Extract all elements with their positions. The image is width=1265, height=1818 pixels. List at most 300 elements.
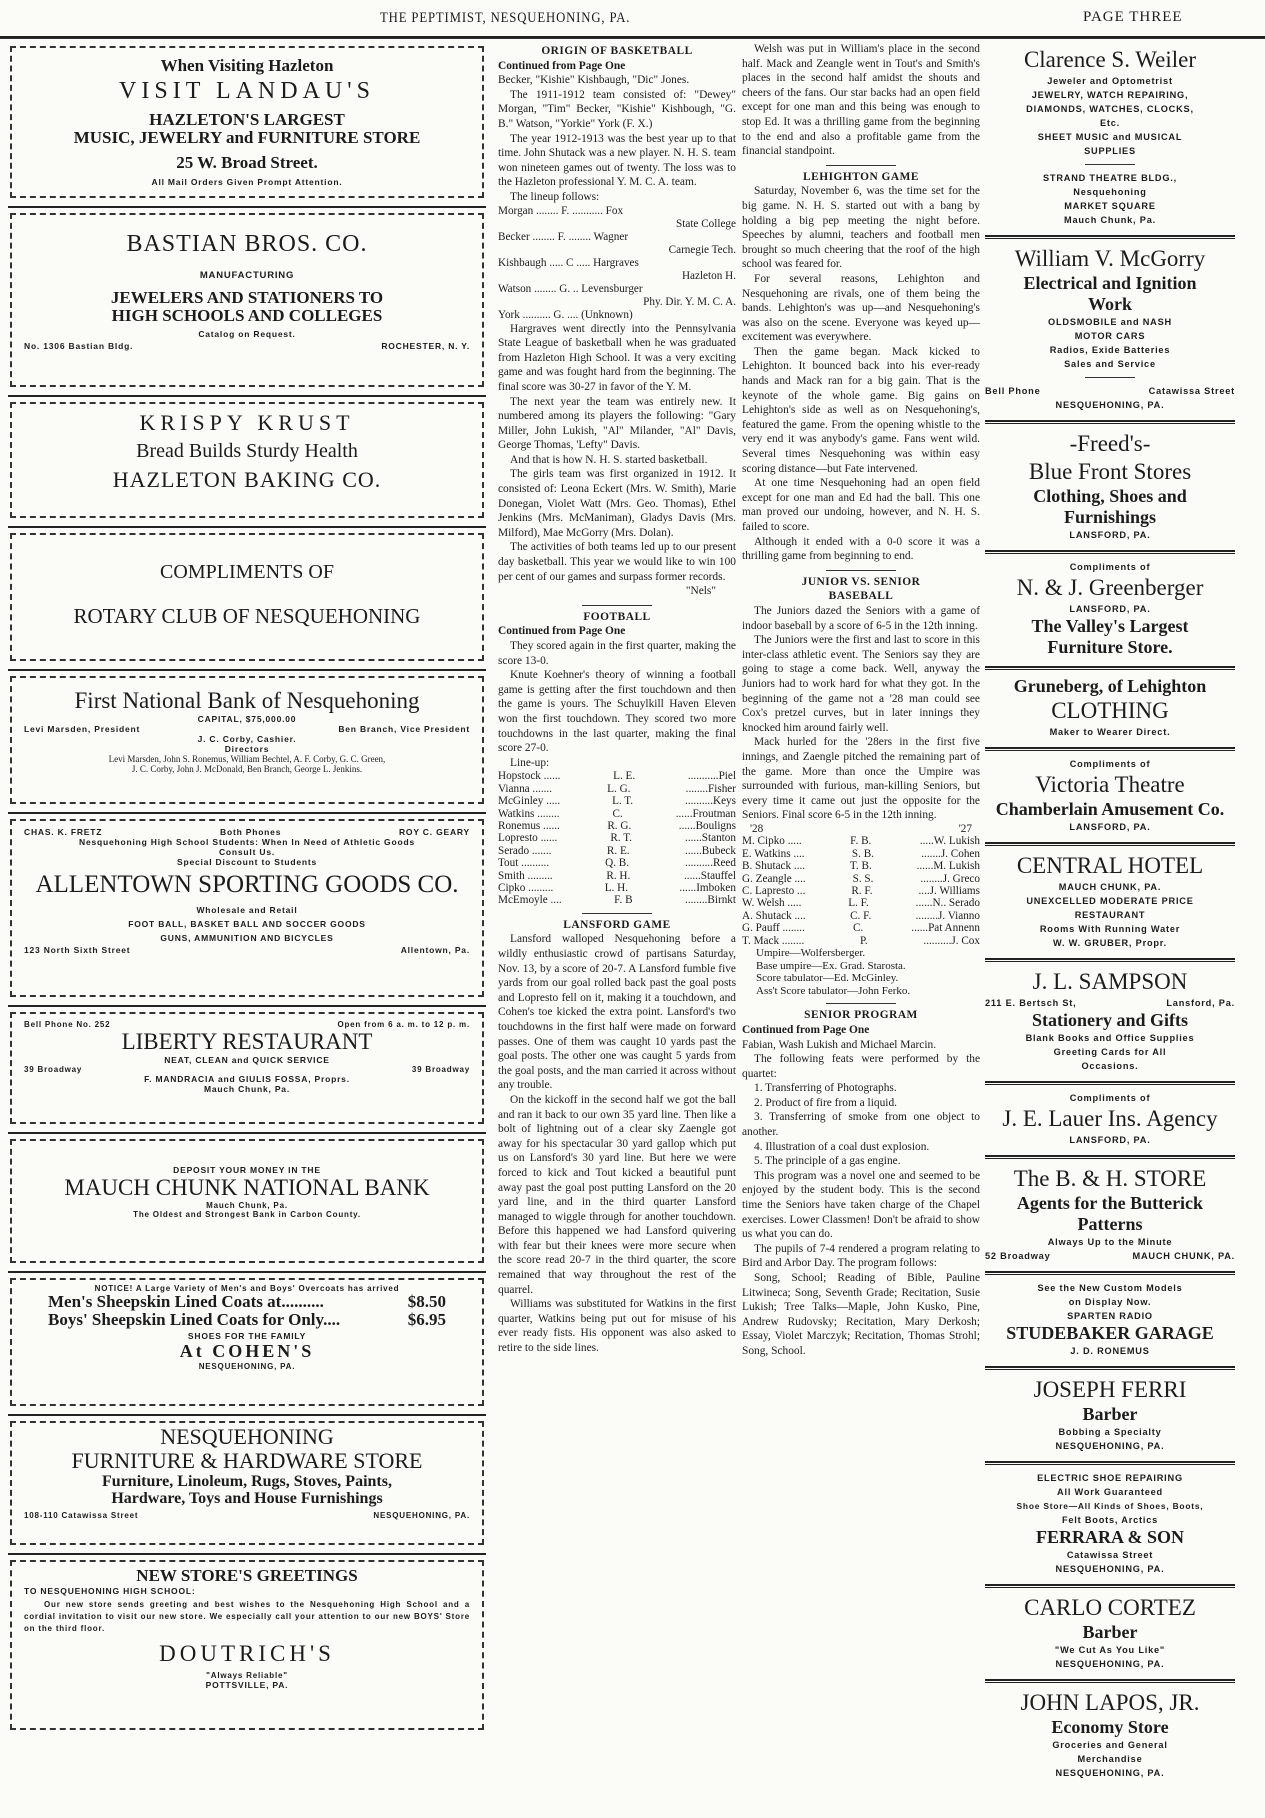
baseball-lineup [742,835,980,947]
paragraph: On the kickoff in the second half we got the ball and ran it back to our own 35 yard line. Then like a bolt of lightning out of a clear sky Zaengle got away for his spectacular 30 yard gallop which put us on Lansford's 30 yard line. But here we were forced to kick and Tout kicked a beautiful punt away past the goal post putting Lansford on the 20 yard line, and in the third quarter Lansford managed to wiggle through for another touchdown. Before this happened we had Lansford quivering with fear but their knees were more secure when the score read 20-7 in the third quarter, the score remained that way throughout the rest of the quarrel. [498,1093,736,1296]
ad-bh-store [985,1161,1235,1269]
official: Umpire—Wolfersberger. [756,946,866,959]
continued-note: Continued from Page One [498,625,626,638]
ad-phone: Both Phones [220,827,282,837]
article-heading: LEHIGHTON GAME [803,170,919,183]
ad-line: Mauch Chunk, Pa. [1064,215,1156,225]
ad-headline: Blue Front Stores [1028,459,1192,484]
paragraph: This program was a novel one and seemed to be enjoyed by the student body. This is the second time the Seniors have taken charge of the Chapel exercises. Lower Classmen! Don't be afraid to show us what you can do. [742,1169,980,1241]
lineup-school: Phy. Dir. Y. M. C. A. [643,295,736,308]
ad-lapos [985,1685,1235,1786]
team-label: '28 [750,822,764,835]
paragraph: The Juniors were the first and last to score in this inter-class athletic event. The Seniors say they are going to stage a come back. Well, anyway the Juniors had to work hard for what they got. In the beginning of the game not a '28 man could see Cox's pretzel curves, but in later innings they knocked him around fairly well. [742,634,980,734]
player: ..........J. Cox [923,934,980,947]
ad-line: Directors [224,744,270,754]
ad-line: Wholesale and Retail [196,905,298,915]
ad-line: Clothing, Shoes and [1033,486,1187,506]
ad-line: SUPPLIES [1084,146,1136,156]
position: F. B. [850,835,872,848]
lineup-row: Kishbaugh ..... C ..... Hargraves [498,256,639,269]
continued-note: Continued from Page One [498,59,626,72]
position: T. B. [849,860,872,873]
signature: "Nels" [685,585,716,598]
ad-line: J. D. RONEMUS [1070,1346,1150,1356]
player: A. Shutack .... [742,909,806,922]
ad-line: DIAMONDS, WATCHES, CLOCKS, [1026,104,1194,114]
football-lineup [498,770,736,906]
ad-city: NESQUEHONING, PA. [1055,1564,1165,1574]
masthead [0,0,1265,38]
position: L. G. [607,782,631,795]
ad-line: NESQUEHONING, PA. [198,1362,296,1371]
ad-headline: The B. & H. STORE [1013,1166,1207,1191]
list-item: 5. The principle of a gas engine. [754,1155,901,1168]
ad-line: Nesquehoning [1073,187,1147,197]
ad-line: CAPITAL, $75,000.00 [197,714,297,724]
paragraph: For several reasons, Lehighton and Nesquehoning are rivals, one of them being the bands. Lehighton's was up—and Nesquehoning's was also on the scene. Everyone was keyed up—excitement was everywhere. [742,272,980,344]
divider [985,1679,1235,1683]
ad-slogan: "We Cut As You Like" [1054,1645,1166,1655]
ad-line: Hardware, Toys and House Furnishings [111,1490,383,1507]
ad-line: SHOES FOR THE FAMILY [187,1331,307,1341]
paragraph: They scored again in the first quarter, making the score 13-0. [498,640,736,667]
player: ......M. Lukish [916,860,980,873]
ad-headline: ROTARY CLUB OF NESQUEHONING [73,604,421,628]
paragraph: Welsh was put in William's place in the second half. Mack and Zeangle went in Tout's and Smith's places in the second half amidst the shouts and cheers of the fans. Our star backs had an open field except for one man and this being was enough to stop Ed. It was a thrilling game from the beginning to the end and also a profitable game from the financial standpoint. [742,43,980,158]
player: C. Lapresto ... [742,884,806,897]
ad-line: RESTAURANT [1074,910,1146,920]
player: ..........Reed [685,857,736,870]
ad-line: F. MANDRACIA and GIULIS FOSSA, Proprs. [144,1074,350,1084]
official: Base umpire—Ex. Grad. Starosta. [756,959,906,972]
lineup-row [498,832,736,844]
player: E. Watkins .... [742,847,805,860]
ad-hours: Open from 6 a. m. to 12 p. m. [337,1020,470,1029]
player: ........Fisher [685,782,736,795]
divider [8,1132,486,1135]
position: L. F. [848,897,869,910]
ad-address: 39 Broadway [24,1065,83,1074]
ad-line: Sales and Service [1064,359,1156,369]
ad-line: Mauch Chunk, Pa. [206,1201,288,1210]
ad-line: JEWELERS AND STATIONERS TO [110,288,384,307]
player: ......N.. Serado [915,897,980,910]
lineup-school: Carnegie Tech. [668,243,736,256]
ad-person: ROY C. GEARY [398,827,470,837]
divider [985,1461,1235,1465]
paragraph: Saturday, November 6, was the time set for the big game. N. H. S. started out with a bang by holding a big pep meeting the night before. Speeches by alumni, teachers and football men brought so much cheering that the roof of the high school was feared for. [742,185,980,271]
player: T. Mack ........ [742,934,805,947]
ad-phone: Bell Phone No. 252 [24,1020,111,1029]
ad-directors: Levi Marsden, John S. Ronemus, William Bechtel, A. F. Corby, G. C. Green, [108,754,386,764]
divider [985,1366,1235,1370]
divider [985,958,1235,962]
ad-body: Our new store sends greeting and best wishes to the Nesquehoning High School and a cordial invitation to visit our new store. We especially call your attention to our new BOYS' Store on the third floor. [24,1600,470,1633]
ad-line: All Work Guaranteed [1057,1487,1163,1497]
ad-city: Allentown, Pa. [400,945,470,955]
ad-headline: KRISPY KRUST [139,410,355,435]
ad-headline: DOUTRICH'S [159,1641,335,1666]
official: Score tabulator—Ed. McGinley. [756,972,899,985]
ad-address: Catawissa Street [1148,386,1235,396]
ad-sampson [985,964,1235,1079]
ad-line: Special Discount to Students [177,857,317,867]
ad-line: HAZLETON BAKING CO. [112,467,382,492]
divider [8,206,486,209]
ad-ferri [985,1372,1235,1459]
ad-headline: FERRARA & SON [1035,1527,1184,1547]
ad-line: Patterns [1077,1214,1143,1234]
position: R. F. [851,884,873,897]
ad-headline: First National Bank of Nesquehoning [74,688,420,713]
ad-line: Furniture Store. [1047,637,1173,657]
ad-line: Occasions. [1081,1061,1139,1071]
lineup-row [742,885,980,897]
divider [985,1271,1235,1275]
ad-headline: FURNITURE & HARDWARE STORE [71,1448,423,1473]
ad-line: SHEET MUSIC and MUSICAL [1037,132,1183,142]
ad-central-hotel [985,848,1235,956]
ad-line: Stationery and Gifts [1031,1010,1188,1030]
ad-line: Rooms With Running Water [1039,924,1181,934]
lineup-row [498,783,736,795]
position: C. [852,922,864,935]
ad-line: NEAT, CLEAN and QUICK SERVICE [164,1055,330,1065]
ad-victoria-theatre [985,753,1235,840]
lineup-row [498,795,736,807]
official: Ass't Score tabulator—John Ferko. [756,984,911,997]
ad-headline: NEW STORE'S GREETINGS [136,1566,358,1585]
article-heading: SENIOR PROGRAM [804,1009,918,1022]
divider [8,1271,486,1274]
ad-weiler [985,42,1235,233]
ad-address: 39 Broadway [411,1065,470,1074]
ad-cohens [10,1278,484,1406]
ad-headline: MAUCH CHUNK NATIONAL BANK [64,1175,430,1200]
ad-line: MUSIC, JEWELRY and FURNITURE STORE [73,128,421,147]
ad-headline: William V. McGorry [1014,246,1206,271]
player: Ronemus ...... [498,819,560,832]
ad-line: Work [1087,294,1132,314]
ad-headline: Victoria Theatre [1035,772,1185,797]
ad-officer: J. C. Corby, Cashier. [197,734,297,744]
ad-city: POTTSVILLE, PA. [205,1680,289,1690]
ad-line: W. W. GRUBER, Propr. [1052,938,1167,948]
ad-headline: NESQUEHONING [160,1424,334,1449]
ad-address: 211 E. Bertsch St, [985,998,1077,1008]
ad-slogan: "Always Reliable" [206,1671,288,1680]
paragraph: The pupils of 7-4 rendered a program relating to Bird and Arbor Day. The program follows: [742,1242,980,1270]
paragraph: Knute Koehner's theory of winning a football game is getting after the first touchdown and then the game is yours. The Schuylkill Haven Eleven won the first touchdown. They scored two more touchdowns in the last quarter, making the final score 27-0. [498,669,736,755]
list-item: 3. Transferring of smoke from one object to another. [742,1111,980,1139]
ad-mcgorry [985,241,1235,418]
ad-line: Agents for the Butterick [1016,1193,1204,1213]
continued-note: Continued from Page One [742,1023,870,1036]
ad-city: NESQUEHONING, PA. [1055,1659,1165,1669]
ad-city: LANSFORD, PA. [1069,604,1151,614]
ad-city: LANSFORD, PA. [1069,822,1151,832]
ad-headline: At COHEN'S [179,1341,315,1361]
player: ........J. Greco [920,872,980,885]
ad-city: NESQUEHONING, PA. [1055,1441,1165,1451]
lineup-row: Becker ........ F. ........ Wagner [498,230,629,243]
paragraph: The 1911-1912 team consisted of: "Dewey" Morgan, "Tim" Becker, "Kishie" Kishbough, "G. B." Watson, "Yorkie" York (F. X.) [498,88,736,130]
ad-line: JEWELRY, WATCH REPAIRING, [1031,90,1189,100]
player: Vianna ....... [498,782,553,795]
player: McGinley ..... [498,795,561,808]
ad-item: Boys' Sheepskin Lined Coats for Only.... [48,1310,341,1329]
ad-headline: JOHN LAPOS, JR. [1020,1690,1200,1715]
player: ...........Piel [687,770,736,783]
lineup-row: Morgan ........ F. ........... Fox [498,204,624,217]
player: M. Cipko ..... [742,835,802,848]
lineup-row [498,870,736,882]
position: S. S. [852,872,874,885]
position: L. H. [604,882,629,894]
position: L. T. [612,795,634,808]
masthead-rule [0,36,1265,39]
ad-first-national-bank [10,676,484,804]
ad-headline: STUDEBAKER GARAGE [1006,1323,1214,1343]
lineup-row [742,873,980,885]
ad-line: Nesquehoning High School Students: When In Need of Athletic Goods [79,837,415,847]
ad-line: Consult Us. [218,847,276,857]
ad-officer: Ben Branch, Vice President [338,724,470,734]
player: ......Bubeck [685,844,736,857]
ad-directors: J. C. Corby, John J. McDonald, Ben Branch, George L. Jenkins. [131,764,363,774]
paragraph: Fabian, Wash Lukish and Michael Marcin. [742,1038,937,1051]
player: G. Pauff ........ [742,922,805,935]
ad-line: Catalog on Request. [198,329,296,339]
lineup-row: York .......... G. .... (Unknown) [498,308,633,321]
ad-doutrichs [10,1560,484,1730]
player: ........Birnkt [685,894,736,907]
paragraph: The lineup follows: [510,190,600,203]
ad-city: Lansford, Pa. [1166,998,1235,1008]
ad-headline: J. L. SAMPSON [1032,969,1188,994]
position: R. G. [607,819,632,832]
ad-city: LANSFORD, PA. [1069,1135,1151,1145]
position: C. [612,807,623,820]
ad-note: All Mail Orders Given Prompt Attention. [151,177,343,187]
left-ads-column [8,42,486,1738]
ad-line: MARKET SQUARE [1064,201,1156,211]
ad-headline: Gruneberg, of Lehighton [1013,676,1207,696]
article-heading: JUNIOR VS. SENIOR [801,575,921,588]
ad-studebaker [985,1277,1235,1364]
ad-line: Etc. [1099,118,1121,128]
basketball-lineup [498,205,736,322]
player: .....W. Lukish [919,835,980,848]
ad-address: No. 1306 Bastian Bldg. [24,341,134,351]
ad-city: ROCHESTER, N. Y. [381,341,470,351]
ad-city: NESQUEHONING, PA. [373,1511,470,1520]
player: W. Welsh ..... [742,897,802,910]
ad-line: The Oldest and Strongest Bank in Carbon County. [133,1210,361,1219]
ad-line: Always Up to the Minute [1047,1237,1173,1247]
ad-line: UNEXCELLED MODERATE PRICE [1026,896,1194,906]
ad-allentown-sporting [10,819,484,997]
ad-line: OLDSMOBILE and NASH [1048,317,1172,327]
ad-ferrara [985,1467,1235,1582]
ad-line: HAZLETON'S LARGEST [149,110,345,129]
lineup-school: State College [676,217,736,230]
lineup-school: Hazleton H. [681,269,736,282]
paragraph: Then the game began. Mack kicked to Lehighton. It bounced back into his ever-ready hands and Mack ran for a big gain. That is the keynote of the whole game. Big gains on Lehighton's side as well as on Nesquehoning's, featured the game. From the opening whistle to the very end it was anybody's game. Fans went wild. Several times Nesquehoning was within easy scoring distance—but Fate intervened. [742,345,980,475]
player: ........J. Vianno [915,909,980,922]
position: R. T. [610,832,633,845]
ad-line: Electrical and Ignition [1023,273,1197,293]
ad-address: 25 W. Broad Street. [176,153,318,172]
page-number: PAGE THREE [1083,9,1183,25]
divider [985,235,1235,239]
ad-city: MAUCH CHUNK, PA. [1058,882,1162,892]
ad-line: STRAND THEATRE BLDG., [1042,173,1178,183]
ad-gruneberg [985,672,1235,745]
newspaper-title: THE PEPTIMIST, NESQUEHONING, PA. [380,10,631,26]
player: ......Froutman [675,807,736,820]
lineup-row [742,910,980,922]
divider [8,395,486,398]
ad-person: CHAS. K. FRETZ [24,827,103,837]
player: ......Stauffel [683,869,736,882]
position: R. E. [606,844,630,857]
player: Watkins ........ [498,807,560,820]
lineup-row [742,922,980,934]
position: C. F. [850,909,872,922]
ad-address: 52 Broadway [985,1251,1051,1261]
ad-line: Bread Builds Sturdy Health [136,440,358,462]
position: F. B [614,894,633,907]
ad-headline: CENTRAL HOTEL [1016,853,1204,878]
ad-line: Felt Boots, Arctics [1061,1515,1159,1525]
ad-mauch-chunk-bank [10,1139,484,1263]
position: L. E. [613,770,636,783]
ad-line: The Valley's Largest [1031,616,1189,636]
ad-line: See the New Custom Models [1037,1283,1183,1293]
divider [985,420,1235,424]
ad-line: MANUFACTURING [199,270,295,281]
ad-line: Compliments of [1069,562,1151,572]
lineup-row [498,820,736,832]
player: ......Imboken [679,882,736,894]
paragraph: Hargraves went directly into the Pennsylvania State League of basketball when he was graduated from Hazleton High School. It was a very exciting game and was fought hard from the beginning. The final score was 30-27 in favor of the Y. M. [498,322,736,393]
article-heading: LANSFORD GAME [563,918,671,931]
list-item: 4. Illustration of a coal dust explosion. [754,1140,930,1153]
player: Tout .......... [498,857,550,870]
article-column-3 [742,42,980,1359]
ad-line: Radios, Exide Batteries [1049,345,1171,355]
ad-line: Barber [1082,1622,1138,1642]
paragraph: Mack hurled for the '28ers in the first five innings, and Zaengle pitched the remaining part of the game. More than once the Umpire was surrounded with furious, man-killing Seniors, but every time it came out just the opposite for the Seniors. Final score 6-5 in the 12th inning. [742,736,980,822]
lineup-row [498,882,736,894]
ad-line: Chamberlain Amusement Co. [995,799,1225,819]
divider [8,1005,486,1008]
divider [8,1414,486,1417]
ad-line: FOOT BALL, BASKET BALL AND SOCCER GOODS [128,919,366,929]
ad-line: GUNS, AMMUNITION AND BICYCLES [160,933,334,943]
ad-headline: JOSEPH FERRI [1033,1377,1187,1402]
ad-bastian [10,213,484,387]
ad-line: ELECTRIC SHOE REPAIRING [1037,1473,1183,1483]
divider [985,747,1235,751]
ad-line: Blank Books and Office Supplies [1025,1033,1195,1043]
lineup-row [498,770,736,782]
lineup-row [498,857,736,869]
ad-city: NESQUEHONING, PA. [1055,400,1165,410]
lineup-row [742,860,980,872]
divider [985,1081,1235,1085]
ad-price: $8.50 [407,1292,446,1311]
ad-line: DEPOSIT YOUR MONEY IN THE [173,1165,321,1175]
player: ......Stanton [685,832,736,845]
ad-line: Jeweler and Optometrist [1047,76,1173,86]
article-heading: FOOTBALL [583,610,651,623]
ad-headline: -Freed's- [1069,431,1151,456]
paragraph: Line-up: [510,756,550,769]
ad-city: LANSFORD, PA. [1069,530,1151,540]
lineup-row [498,894,736,906]
ad-address: Catawissa Street [1066,1550,1154,1560]
paragraph: And that is how N. H. S. started basketball. [510,453,708,466]
ad-landau [10,46,484,198]
paragraph: At one time Nesquehoning had an open field except for one man and Ed had the ball. This one man proved our undoing, however, and N. H. S. failed to score. [742,477,980,533]
player: Lopresto ...... [498,832,558,845]
divider [985,666,1235,670]
ad-liberty-restaurant [10,1012,484,1124]
player: .......J. Cohen [921,847,980,860]
paragraph: The year 1912-1913 was the best year up to that time. John Shutack was a new player. N. H. S. team won nineteen games out of twenty. The loss was to the Hazleton professional Y. M. C. A. team. [498,132,736,189]
divider [826,165,896,166]
paragraph: The girls team was first organized in 1912. It consisted of: Leona Eckert (Mrs. W. Smith), Marie Donegan, Violet Watt (Mrs. Geo. Thomas), Ethel Jenkins (Mrs. McManiman), Gladys Davis (Mrs. Milford), Mae McGorry (Mrs. Dolan). [498,468,736,539]
ad-line: Barber [1082,1404,1138,1424]
ad-line: Bobbing a Specialty [1058,1427,1162,1437]
team-label: '27 [958,822,972,835]
ad-line: on Display Now. [1068,1297,1152,1307]
ad-line: Greeting Cards for All [1053,1047,1167,1057]
ad-headline: J. E. Lauer Ins. Agency [1002,1106,1218,1131]
right-ads-column [985,42,1235,1786]
ad-city: NESQUEHONING, PA. [1055,1768,1165,1778]
ad-headline: ALLENTOWN SPORTING GOODS CO. [35,871,459,898]
player: Serado ....... [498,844,552,857]
paragraph: The next year the team was entirely new. It numbered among its players the following: "Gary Miller, John Lukish, "Al" Milander, "Al" Davis, George Thomas, 'Lefty" Davis. [498,395,736,452]
lineup-row [742,848,980,860]
ad-item: Men's Sheepskin Lined Coats at.......... [48,1292,324,1311]
divider [985,1584,1235,1588]
ad-officer: Levi Marsden, President [24,724,141,734]
ad-headline: LIBERTY RESTAURANT [121,1029,373,1054]
position: S. B. [851,847,874,860]
player: Smith ......... [498,869,553,882]
ad-krispy-krust [10,402,484,518]
paragraph: The following feats were performed by the quartet: [742,1053,980,1080]
ad-line: Mauch Chunk, Pa. [203,1084,290,1094]
position: Q. B. [605,857,630,870]
player: Cipko ......... [498,882,554,894]
ad-headline: BASTIAN BROS. CO. [126,231,368,257]
paragraph: Lansford walloped Nesquehoning before a wildly enthusiastic crowd of partisans Saturday, Nov. 13, by a score of 20-7. A Lansford fumble five yards from our goal rolled back past the goal posts and Lopresto fell on it, making it a touchdown, and Cohen's toe kicked the extra point. Lansford's two touchdowns in the first half were made on forward passes. One of them was caught 10 yards past the goal posts. The other one was caught 5 yards from the goal posts, and the man carried it across without any trouble. [498,933,736,1092]
divider [1085,164,1135,165]
paragraph: The Juniors dazed the Seniors with a game of indoor baseball by a score of 6-5 in the 12th inning. [742,604,980,632]
ad-address: 108-110 Catawissa Street [24,1511,139,1520]
article-column-2 [498,42,736,1356]
ad-headline: N. & J. Greenberger [1016,575,1204,600]
divider [582,913,652,914]
lineup-row [498,808,736,820]
lineup-row: Watson ........ G. .. Levensburger [498,282,643,295]
divider [8,812,486,815]
